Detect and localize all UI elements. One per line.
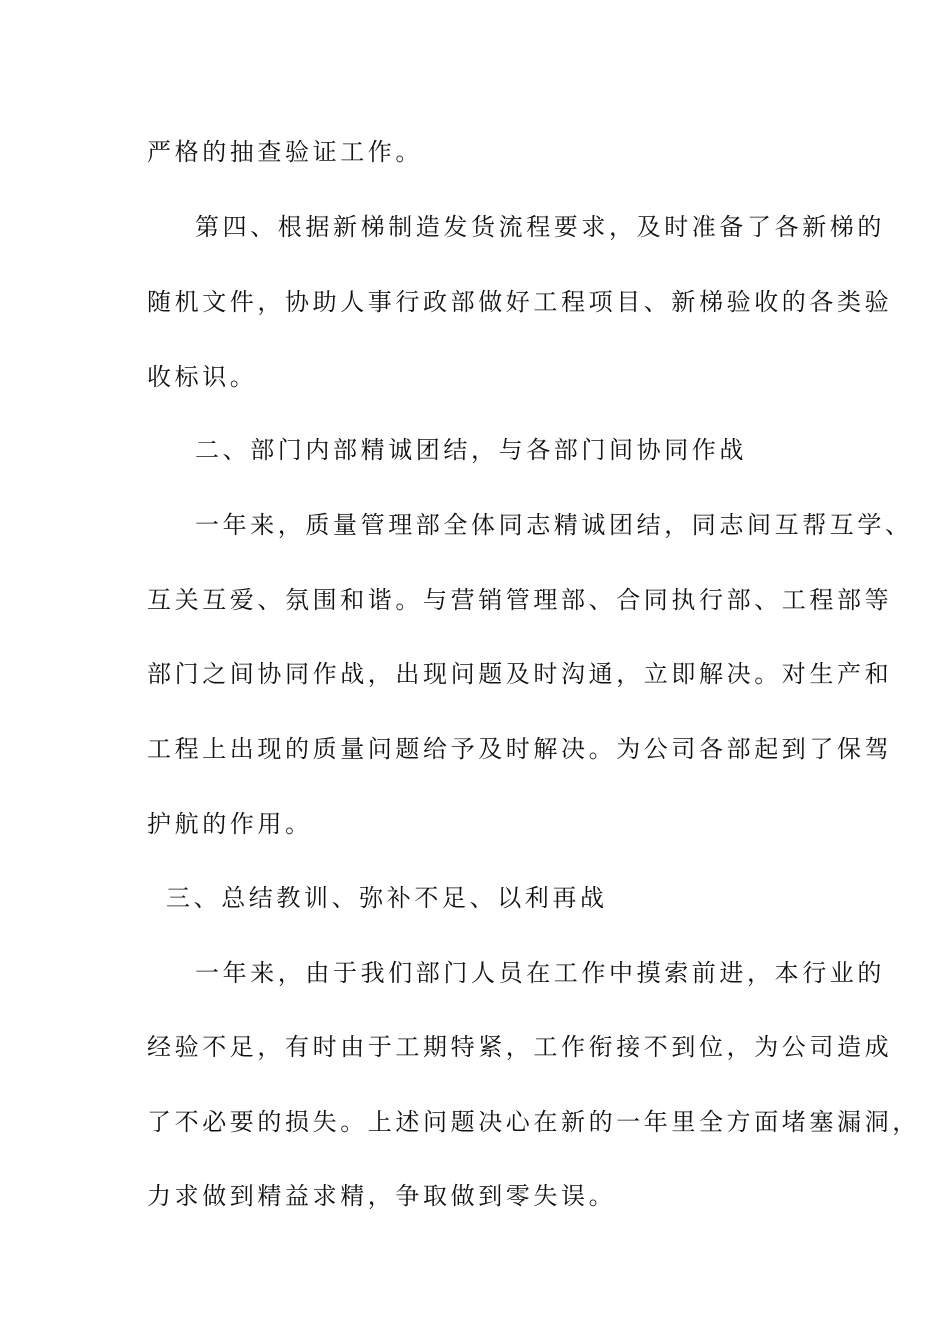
paragraph-line: 第四、根据新梯制造发货流程要求，及时准备了各新梯的 xyxy=(195,213,885,241)
paragraph-line: 互关互爱、氛围和谐。与营销管理部、合同执行部、工程部等 xyxy=(147,586,893,614)
paragraph-line: 随机文件，协助人事行政部做好工程项目、新梯验收的各类验 xyxy=(147,288,893,316)
paragraph-line: 一年来，由于我们部门人员在工作中摸索前进，本行业的 xyxy=(195,959,885,987)
paragraph-line: 经验不足，有时由于工期特紧，工作衔接不到位，为公司造成 xyxy=(147,1033,893,1061)
section-heading: 三、总结教训、弥补不足、以利再战 xyxy=(166,884,608,912)
paragraph-line: 严格的抽查验证工作。 xyxy=(147,138,423,166)
paragraph-line: 部门之间协同作战，出现问题及时沟通，立即解决。对生产和 xyxy=(147,660,893,688)
paragraph-line: 力求做到精益求精，争取做到零失误。 xyxy=(147,1182,617,1210)
paragraph-line: 一年来，质量管理部全体同志精诚团结，同志间互帮互学、 xyxy=(195,511,913,539)
section-heading: 二、部门内部精诚团结，与各部门间协同作战 xyxy=(195,436,747,464)
paragraph-line: 工程上出现的质量问题给予及时解决。为公司各部起到了保驾 xyxy=(147,735,893,763)
paragraph-line: 了不必要的损失。上述问题决心在新的一年里全方面堵塞漏洞， xyxy=(147,1108,920,1136)
paragraph-line: 收标识。 xyxy=(147,363,258,391)
paragraph-line: 护航的作用。 xyxy=(147,810,313,838)
